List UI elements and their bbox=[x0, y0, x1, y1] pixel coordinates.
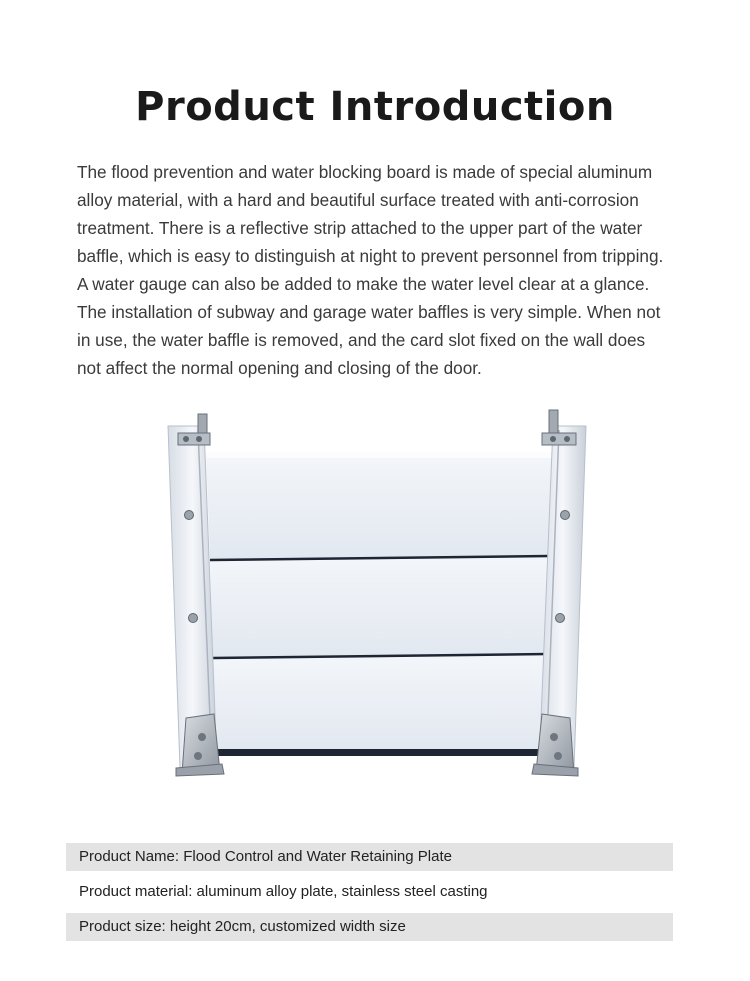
intro-line: The installation of subway and garage water baffles is very simple. When not bbox=[77, 302, 661, 322]
bolt-icon bbox=[198, 733, 206, 741]
product-photo bbox=[162, 400, 592, 785]
intro-paragraph bbox=[77, 158, 677, 382]
intro-line: in use, the water baffle is removed, and the card slot fixed on the wall does bbox=[77, 330, 646, 350]
spec-table bbox=[66, 843, 673, 948]
spec-row-size: Product size: height 20cm, customized width size bbox=[66, 913, 673, 941]
bolt-icon bbox=[185, 511, 194, 520]
spec-row-name: Product Name: Flood Control and Water Retaining Plate bbox=[66, 843, 673, 871]
intro-line: alloy material, with a hard and beautiful surface treated with anti-corrosion bbox=[77, 190, 639, 210]
page-title: Product Introduction bbox=[135, 84, 615, 130]
bolt-icon bbox=[189, 614, 198, 623]
intro-line: baffle, which is easy to distinguish at night to prevent personnel from tripping. bbox=[77, 246, 664, 266]
water-baffle-panels bbox=[206, 452, 553, 756]
intro-line: The flood prevention and water blocking board is made of special aluminum bbox=[77, 162, 653, 182]
intro-line: A water gauge can also be added to make the water level clear at a glance. bbox=[77, 274, 650, 294]
bolt-icon bbox=[561, 511, 570, 520]
intro-line: not affect the normal opening and closing of the door. bbox=[77, 358, 482, 378]
bolt-icon bbox=[556, 614, 565, 623]
spec-row-material: Product material: aluminum alloy plate, stainless steel casting bbox=[66, 878, 673, 906]
intro-line: treatment. There is a reflective strip attached to the upper part of the water bbox=[77, 218, 643, 238]
bolt-icon bbox=[194, 752, 202, 760]
bolt-icon bbox=[550, 733, 558, 741]
bolt-icon bbox=[554, 752, 562, 760]
bottom-seal bbox=[215, 749, 546, 756]
